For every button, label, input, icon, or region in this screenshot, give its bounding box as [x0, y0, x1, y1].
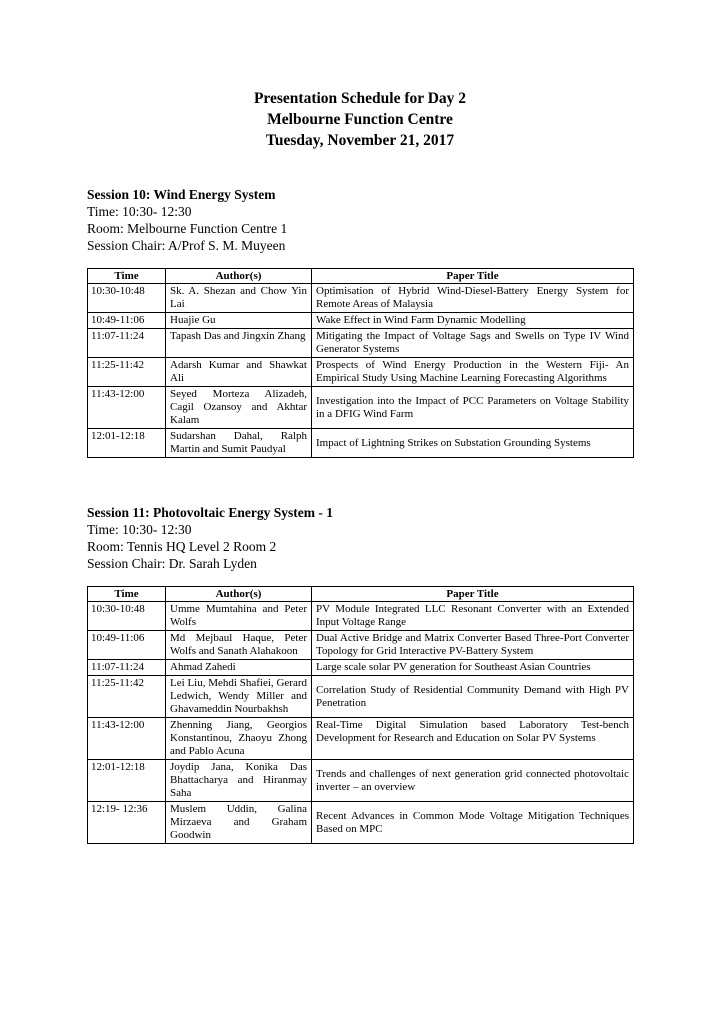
row-authors: Lei Liu, Mehdi Shafiei, Gerard Ledwich, Wendy Miller and Ghavameddin Nourbakhsh	[166, 676, 312, 718]
row-paper-title: Dual Active Bridge and Matrix Converter Based Three-Port Converter Topology for Grid Interactive PV-Battery System	[312, 631, 634, 660]
session-time: Time: 10:30- 12:30	[87, 522, 192, 537]
row-authors: Sk. A. Shezan and Chow Yin Lai	[166, 284, 312, 313]
row-paper-title: Impact of Lightning Strikes on Substation Grounding Systems	[312, 429, 634, 458]
header-line-1: Presentation Schedule for Day 2	[253, 90, 467, 107]
row-paper-title: PV Module Integrated LLC Resonant Converter with an Extended Input Voltage Range	[312, 602, 634, 631]
row-authors: Tapash Das and Jingxin Zhang	[166, 329, 312, 358]
table-row	[88, 284, 634, 313]
row-authors: Sudarshan Dahal, Ralph Martin and Sumit Paudyal	[166, 429, 312, 458]
row-time: 11:25-11:42	[88, 676, 166, 718]
table-row	[88, 358, 634, 387]
table-row	[88, 631, 634, 660]
row-time: 10:49-11:06	[88, 313, 166, 329]
row-time: 10:30-10:48	[88, 602, 166, 631]
row-paper-title: Optimisation of Hybrid Wind-Diesel-Battery Energy System for Remote Areas of Malaysia	[312, 284, 634, 313]
table-row	[88, 760, 634, 802]
row-time: 11:43-12:00	[88, 718, 166, 760]
column-header-time: Time	[88, 269, 166, 284]
column-header-title: Paper Title	[312, 587, 634, 602]
row-time: 12:19- 12:36	[88, 802, 166, 844]
header-line-2: Melbourne Function Centre	[267, 111, 453, 128]
row-paper-title: Large scale solar PV generation for Southeast Asian Countries	[312, 660, 634, 676]
column-header-time: Time	[88, 587, 166, 602]
table-header-row	[88, 269, 634, 284]
table-row	[88, 660, 634, 676]
table-row	[88, 802, 634, 844]
row-time: 10:49-11:06	[88, 631, 166, 660]
row-authors: Umme Mumtahina and Peter Wolfs	[166, 602, 312, 631]
row-paper-title: Investigation into the Impact of PCC Parameters on Voltage Stability in a DFIG Wind Farm	[312, 387, 634, 429]
row-paper-title: Real-Time Digital Simulation based Laboratory Test-bench Development for Research and Education on Solar PV Systems	[312, 718, 634, 760]
table-row	[88, 329, 634, 358]
row-authors: Muslem Uddin, Galina Mirzaeva and Graham Goodwin	[166, 802, 312, 844]
row-time: 11:43-12:00	[88, 387, 166, 429]
row-authors: Adarsh Kumar and Shawkat Ali	[166, 358, 312, 387]
table-header-row	[88, 587, 634, 602]
session-time: Time: 10:30- 12:30	[87, 204, 192, 219]
session-11	[87, 504, 633, 844]
session-chair: Session Chair: Dr. Sarah Lyden	[87, 556, 257, 571]
column-header-authors: Author(s)	[166, 269, 312, 284]
schedule-table	[87, 586, 634, 844]
session-chair: Session Chair: A/Prof S. M. Muyeen	[87, 238, 286, 253]
schedule-table	[87, 268, 634, 458]
table-row	[88, 602, 634, 631]
row-authors: Ahmad Zahedi	[166, 660, 312, 676]
row-paper-title: Wake Effect in Wind Farm Dynamic Modelling	[312, 313, 634, 329]
document-header	[0, 88, 720, 151]
row-authors: Md Mejbaul Haque, Peter Wolfs and Sanath Alahakoon	[166, 631, 312, 660]
column-header-authors: Author(s)	[166, 587, 312, 602]
row-authors: Huajie Gu	[166, 313, 312, 329]
row-paper-title: Correlation Study of Residential Community Demand with High PV Penetration	[312, 676, 634, 718]
row-authors: Seyed Morteza Alizadeh, Cagil Ozansoy and Akhtar Kalam	[166, 387, 312, 429]
row-authors: Joydip Jana, Konika Das Bhattacharya and Hiranmay Saha	[166, 760, 312, 802]
table-row	[88, 676, 634, 718]
row-paper-title: Mitigating the Impact of Voltage Sags and Swells on Type IV Wind Generator Systems	[312, 329, 634, 358]
row-time: 11:07-11:24	[88, 329, 166, 358]
row-time: 12:01-12:18	[88, 429, 166, 458]
session-title: Session 10: Wind Energy System	[87, 187, 276, 202]
row-paper-title: Trends and challenges of next generation grid connected photovoltaic inverter – an overview	[312, 760, 634, 802]
session-title: Session 11: Photovoltaic Energy System - 1	[87, 505, 333, 520]
row-time: 10:30-10:48	[88, 284, 166, 313]
table-row	[88, 313, 634, 329]
table-row	[88, 429, 634, 458]
column-header-title: Paper Title	[312, 269, 634, 284]
row-paper-title: Recent Advances in Common Mode Voltage Mitigation Techniques Based on MPC	[312, 802, 634, 844]
header-line-3: Tuesday, November 21, 2017	[265, 132, 455, 149]
row-time: 12:01-12:18	[88, 760, 166, 802]
row-paper-title: Prospects of Wind Energy Production in the Western Fiji- An Empirical Study Using Machine Learning Forecasting Algorithms	[312, 358, 634, 387]
table-row	[88, 718, 634, 760]
row-time: 11:07-11:24	[88, 660, 166, 676]
table-row	[88, 387, 634, 429]
session-10	[87, 186, 633, 458]
session-room: Room: Tennis HQ Level 2 Room 2	[87, 539, 277, 554]
session-room: Room: Melbourne Function Centre 1	[87, 221, 288, 236]
row-time: 11:25-11:42	[88, 358, 166, 387]
row-authors: Zhenning Jiang, Georgios Konstantinou, Zhaoyu Zhong and Pablo Acuna	[166, 718, 312, 760]
